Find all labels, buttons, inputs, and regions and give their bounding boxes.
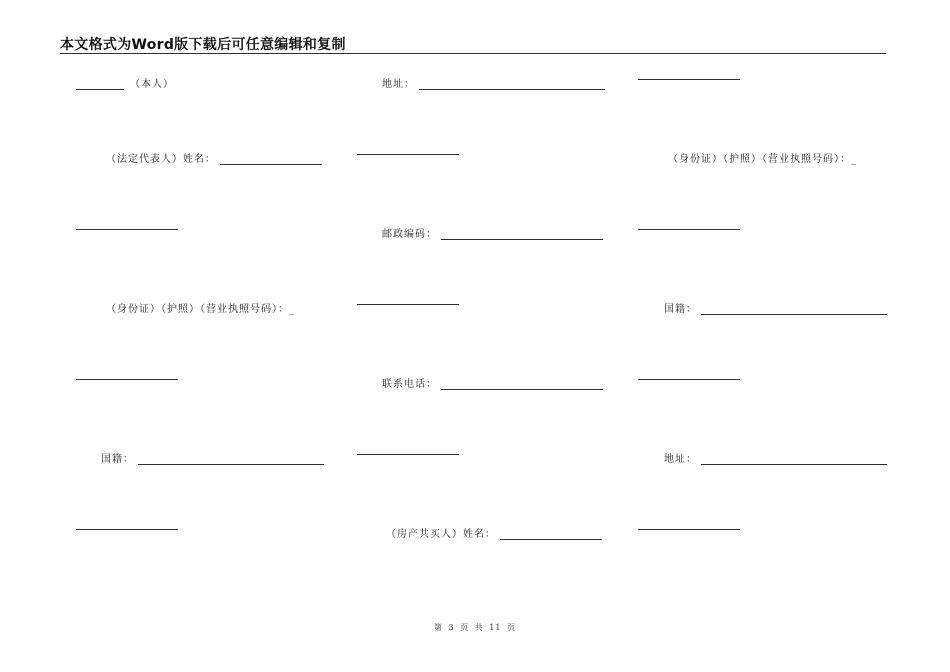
co-buyer-name-label: （房产共买人）姓名： (386, 529, 496, 540)
row3-right-blank[interactable] (638, 229, 740, 230)
id-doc-label-2: （身份证）（护照）（营业执照号码）：_ (106, 304, 295, 315)
row7-left-field (76, 529, 178, 531)
postal-code-label: 邮政编码： (382, 229, 437, 240)
phone-label: 联系电话： (382, 379, 437, 390)
nationality-blank-1[interactable] (701, 314, 887, 315)
nationality-blank-2[interactable] (138, 464, 324, 465)
self-field (76, 79, 174, 91)
footer-total: 11 (489, 623, 502, 632)
address-label-1: 地址： (382, 79, 415, 90)
legal-rep-name-blank[interactable] (220, 164, 322, 165)
row5-right-blank[interactable] (638, 379, 740, 380)
id-doc-field-1 (668, 154, 857, 166)
footer-total-unit: 页 (507, 623, 516, 632)
row7-right-blank[interactable] (638, 529, 740, 530)
footer-page-unit: 页 (460, 623, 470, 632)
phone-field (382, 379, 603, 391)
nationality-field-2 (101, 454, 324, 466)
row2-middle-field (357, 154, 459, 156)
id-doc-label-1: （身份证）（护照）（营业执照号码）：_ (668, 154, 857, 165)
phone-blank[interactable] (441, 389, 603, 390)
row5-left-blank[interactable] (76, 379, 178, 380)
footer-page: 3 (448, 623, 455, 632)
row3-right-field (638, 229, 740, 231)
row6-middle-blank[interactable] (357, 454, 459, 455)
co-buyer-name-field (386, 529, 602, 541)
co-buyer-name-blank[interactable] (500, 539, 602, 540)
row5-left-field (76, 379, 178, 381)
address-blank-2[interactable] (701, 464, 887, 465)
postal-code-field (382, 229, 603, 241)
row3-left-blank[interactable] (76, 229, 178, 230)
id-doc-field-2 (106, 304, 295, 316)
footer-prefix: 第 (433, 623, 443, 632)
header-divider (60, 53, 886, 54)
row1-right-blank[interactable] (638, 79, 740, 80)
row4-middle-field (357, 304, 459, 306)
address-label-2: 地址： (664, 454, 697, 465)
address-blank-1[interactable] (419, 89, 605, 90)
page-number-footer (0, 622, 950, 633)
nationality-label-2: 国籍： (101, 454, 134, 465)
legal-rep-name-label: （法定代表人）姓名： (106, 154, 216, 165)
document-header-title: 本文格式为Word版下载后可任意编辑和复制 (60, 37, 346, 53)
address-field-1 (382, 79, 605, 91)
row4-middle-blank[interactable] (357, 304, 459, 305)
row7-left-blank[interactable] (76, 529, 178, 530)
address-field-2 (664, 454, 887, 466)
self-label: （本人） (130, 79, 174, 90)
row7-right-field (638, 529, 740, 531)
nationality-field-1 (664, 304, 887, 316)
row3-left-field (76, 229, 178, 231)
self-blank[interactable] (76, 89, 124, 90)
row2-middle-blank[interactable] (357, 154, 459, 155)
row6-middle-field (357, 454, 459, 456)
postal-code-blank[interactable] (441, 239, 603, 240)
legal-rep-name-field (106, 154, 322, 166)
row5-right-field (638, 379, 740, 381)
nationality-label-1: 国籍： (664, 304, 697, 315)
row1-right-field (638, 79, 740, 81)
footer-total-prefix: 共 (474, 623, 484, 632)
